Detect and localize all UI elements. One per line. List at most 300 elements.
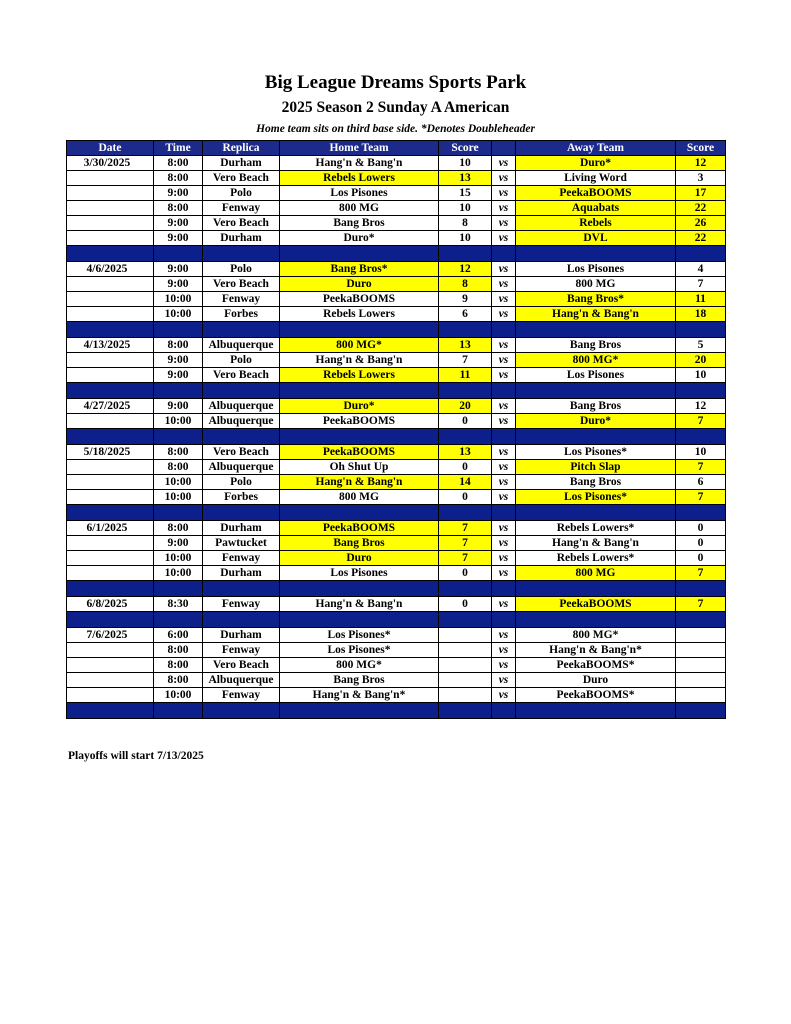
away-team: Los Pisones <box>516 368 676 383</box>
game-replica: Fenway <box>203 597 280 612</box>
game-time: 8:00 <box>154 658 203 673</box>
away-team: PeekaBOOMS* <box>516 688 676 703</box>
game-row <box>67 368 726 383</box>
game-date <box>67 460 154 475</box>
away-team: Rebels Lowers* <box>516 521 676 536</box>
home-team: Duro* <box>280 231 439 246</box>
separator-cell <box>67 429 154 445</box>
game-time: 8:00 <box>154 445 203 460</box>
home-team: Hang'n & Bang'n <box>280 156 439 171</box>
separator-cell <box>203 383 280 399</box>
game-date <box>67 688 154 703</box>
game-time: 8:00 <box>154 460 203 475</box>
home-team: PeekaBOOMS <box>280 521 439 536</box>
vs-label: vs <box>492 338 516 353</box>
vs-label: vs <box>492 216 516 231</box>
game-row <box>67 643 726 658</box>
separator-cell <box>676 581 726 597</box>
game-time: 9:00 <box>154 277 203 292</box>
home-score: 13 <box>439 338 492 353</box>
game-replica: Forbes <box>203 307 280 322</box>
game-replica: Albuquerque <box>203 460 280 475</box>
separator-cell <box>492 612 516 628</box>
away-score <box>676 628 726 643</box>
home-team: Rebels Lowers <box>280 171 439 186</box>
home-score: 7 <box>439 551 492 566</box>
away-team: Duro <box>516 673 676 688</box>
away-team: Duro* <box>516 414 676 429</box>
vs-label: vs <box>492 262 516 277</box>
away-team: Hang'n & Bang'n <box>516 536 676 551</box>
separator-cell <box>676 246 726 262</box>
home-score: 20 <box>439 399 492 414</box>
game-row <box>67 156 726 171</box>
separator-cell <box>203 703 280 719</box>
game-time: 10:00 <box>154 490 203 505</box>
header-row <box>67 141 726 156</box>
separator-cell <box>154 429 203 445</box>
separator-cell <box>492 246 516 262</box>
separator-cell <box>280 581 439 597</box>
game-row <box>67 414 726 429</box>
game-date: 4/6/2025 <box>67 262 154 277</box>
vs-label: vs <box>492 490 516 505</box>
home-score: 10 <box>439 231 492 246</box>
home-score <box>439 688 492 703</box>
away-team: Hang'n & Bang'n* <box>516 643 676 658</box>
separator-cell <box>154 703 203 719</box>
game-row <box>67 338 726 353</box>
game-row <box>67 201 726 216</box>
game-date <box>67 673 154 688</box>
game-replica: Fenway <box>203 551 280 566</box>
away-score: 17 <box>676 186 726 201</box>
separator-cell <box>154 581 203 597</box>
separator-cell <box>439 246 492 262</box>
game-date: 7/6/2025 <box>67 628 154 643</box>
separator-cell <box>492 703 516 719</box>
separator-cell <box>203 581 280 597</box>
vs-label: vs <box>492 171 516 186</box>
away-team: Bang Bros* <box>516 292 676 307</box>
vs-label: vs <box>492 688 516 703</box>
away-score: 0 <box>676 536 726 551</box>
game-time: 9:00 <box>154 368 203 383</box>
home-team: 800 MG* <box>280 338 439 353</box>
game-row <box>67 658 726 673</box>
game-row <box>67 399 726 414</box>
away-team: DVL <box>516 231 676 246</box>
game-time: 8:00 <box>154 521 203 536</box>
separator-cell <box>439 612 492 628</box>
home-team: Duro* <box>280 399 439 414</box>
separator-cell <box>676 322 726 338</box>
game-time: 8:00 <box>154 171 203 186</box>
separator-cell <box>516 246 676 262</box>
game-replica: Polo <box>203 475 280 490</box>
home-score: 14 <box>439 475 492 490</box>
separator-cell <box>67 612 154 628</box>
game-date: 4/13/2025 <box>67 338 154 353</box>
game-row <box>67 536 726 551</box>
week-separator <box>67 429 726 445</box>
separator-cell <box>203 322 280 338</box>
away-score: 7 <box>676 414 726 429</box>
home-score: 7 <box>439 536 492 551</box>
home-score: 13 <box>439 171 492 186</box>
game-replica: Durham <box>203 566 280 581</box>
vs-label: vs <box>492 566 516 581</box>
week-separator <box>67 505 726 521</box>
game-date <box>67 216 154 231</box>
game-date <box>67 292 154 307</box>
separator-cell <box>439 703 492 719</box>
game-date <box>67 643 154 658</box>
separator-cell <box>203 246 280 262</box>
page-title: Big League Dreams Sports Park <box>264 72 527 93</box>
vs-label: vs <box>492 460 516 475</box>
away-team: Bang Bros <box>516 399 676 414</box>
vs-label: vs <box>492 521 516 536</box>
game-date <box>67 353 154 368</box>
away-score: 7 <box>676 490 726 505</box>
home-score: 0 <box>439 490 492 505</box>
separator-cell <box>516 383 676 399</box>
game-row <box>67 551 726 566</box>
game-row <box>67 292 726 307</box>
home-team: Duro <box>280 277 439 292</box>
week-separator <box>67 383 726 399</box>
game-date <box>67 490 154 505</box>
game-date <box>67 475 154 490</box>
away-score: 0 <box>676 521 726 536</box>
away-score: 0 <box>676 551 726 566</box>
separator-cell <box>280 612 439 628</box>
header-home-score: Score <box>439 141 492 156</box>
home-team: Hang'n & Bang'n <box>280 475 439 490</box>
game-date: 6/8/2025 <box>67 597 154 612</box>
game-time: 10:00 <box>154 475 203 490</box>
home-team: PeekaBOOMS <box>280 414 439 429</box>
game-time: 8:00 <box>154 156 203 171</box>
header-away-team: Away Team <box>516 141 676 156</box>
home-team: Hang'n & Bang'n* <box>280 688 439 703</box>
home-team: Bang Bros <box>280 536 439 551</box>
separator-cell <box>676 383 726 399</box>
separator-cell <box>154 612 203 628</box>
game-row <box>67 171 726 186</box>
home-score: 7 <box>439 521 492 536</box>
game-replica: Pawtucket <box>203 536 280 551</box>
home-score: 0 <box>439 597 492 612</box>
separator-cell <box>67 322 154 338</box>
away-score: 7 <box>676 597 726 612</box>
game-time: 9:00 <box>154 262 203 277</box>
game-date <box>67 551 154 566</box>
away-team: Rebels Lowers* <box>516 551 676 566</box>
separator-cell <box>676 703 726 719</box>
game-replica: Albuquerque <box>203 399 280 414</box>
home-team: 800 MG* <box>280 658 439 673</box>
game-time: 9:00 <box>154 536 203 551</box>
away-team: Pitch Slap <box>516 460 676 475</box>
vs-label: vs <box>492 353 516 368</box>
away-score: 4 <box>676 262 726 277</box>
separator-cell <box>492 429 516 445</box>
game-replica: Albuquerque <box>203 338 280 353</box>
game-replica: Vero Beach <box>203 445 280 460</box>
game-row <box>67 277 726 292</box>
away-score: 12 <box>676 399 726 414</box>
game-row <box>67 566 726 581</box>
game-replica: Vero Beach <box>203 277 280 292</box>
separator-cell <box>280 246 439 262</box>
away-team: Bang Bros <box>516 475 676 490</box>
away-score: 26 <box>676 216 726 231</box>
game-time: 9:00 <box>154 186 203 201</box>
separator-cell <box>516 505 676 521</box>
game-date <box>67 658 154 673</box>
game-replica: Durham <box>203 521 280 536</box>
separator-cell <box>516 703 676 719</box>
away-score: 12 <box>676 156 726 171</box>
game-date: 5/18/2025 <box>67 445 154 460</box>
week-separator <box>67 703 726 719</box>
separator-cell <box>67 581 154 597</box>
away-score: 10 <box>676 445 726 460</box>
separator-cell <box>154 246 203 262</box>
game-replica: Vero Beach <box>203 658 280 673</box>
home-team: Hang'n & Bang'n <box>280 353 439 368</box>
vs-label: vs <box>492 673 516 688</box>
week-separator <box>67 581 726 597</box>
vs-label: vs <box>492 156 516 171</box>
home-score: 9 <box>439 292 492 307</box>
schedule-body <box>67 156 726 719</box>
game-row <box>67 475 726 490</box>
home-team: Bang Bros* <box>280 262 439 277</box>
vs-label: vs <box>492 292 516 307</box>
away-score: 20 <box>676 353 726 368</box>
away-team: Bang Bros <box>516 338 676 353</box>
separator-cell <box>154 505 203 521</box>
vs-label: vs <box>492 399 516 414</box>
away-score <box>676 643 726 658</box>
home-score <box>439 658 492 673</box>
home-team: PeekaBOOMS <box>280 445 439 460</box>
game-time: 9:00 <box>154 353 203 368</box>
game-replica: Vero Beach <box>203 216 280 231</box>
separator-cell <box>67 246 154 262</box>
home-score: 12 <box>439 262 492 277</box>
vs-label: vs <box>492 201 516 216</box>
away-team: Aquabats <box>516 201 676 216</box>
game-row <box>67 490 726 505</box>
game-replica: Vero Beach <box>203 171 280 186</box>
header-vs <box>492 141 516 156</box>
header-home-team: Home Team <box>280 141 439 156</box>
game-time: 8:00 <box>154 643 203 658</box>
home-score: 0 <box>439 566 492 581</box>
game-date <box>67 566 154 581</box>
game-time: 10:00 <box>154 307 203 322</box>
week-separator <box>67 322 726 338</box>
home-team: Rebels Lowers <box>280 368 439 383</box>
separator-cell <box>492 322 516 338</box>
game-row <box>67 307 726 322</box>
home-team: Los Pisones* <box>280 628 439 643</box>
vs-label: vs <box>492 414 516 429</box>
game-row <box>67 186 726 201</box>
game-replica: Polo <box>203 186 280 201</box>
vs-label: vs <box>492 231 516 246</box>
home-score: 11 <box>439 368 492 383</box>
away-team: PeekaBOOMS <box>516 186 676 201</box>
home-team: 800 MG <box>280 490 439 505</box>
away-score: 11 <box>676 292 726 307</box>
game-date <box>67 307 154 322</box>
game-row <box>67 445 726 460</box>
game-replica: Albuquerque <box>203 414 280 429</box>
game-date <box>67 536 154 551</box>
schedule-table <box>66 140 726 719</box>
game-replica: Vero Beach <box>203 368 280 383</box>
game-time: 8:30 <box>154 597 203 612</box>
separator-cell <box>492 505 516 521</box>
separator-cell <box>676 612 726 628</box>
separator-cell <box>203 429 280 445</box>
game-replica: Polo <box>203 353 280 368</box>
separator-cell <box>67 383 154 399</box>
game-time: 8:00 <box>154 201 203 216</box>
vs-label: vs <box>492 597 516 612</box>
game-date <box>67 201 154 216</box>
game-replica: Fenway <box>203 643 280 658</box>
game-row <box>67 673 726 688</box>
away-team: Los Pisones* <box>516 490 676 505</box>
home-team: PeekaBOOMS <box>280 292 439 307</box>
home-score: 8 <box>439 277 492 292</box>
home-team: Hang'n & Bang'n <box>280 597 439 612</box>
game-row <box>67 521 726 536</box>
separator-cell <box>203 612 280 628</box>
playoffs-note: Playoffs will start 7/13/2025 <box>68 750 204 762</box>
vs-label: vs <box>492 658 516 673</box>
game-time: 10:00 <box>154 688 203 703</box>
separator-cell <box>203 505 280 521</box>
vs-label: vs <box>492 628 516 643</box>
home-score: 0 <box>439 414 492 429</box>
separator-cell <box>67 703 154 719</box>
away-score: 6 <box>676 475 726 490</box>
away-score <box>676 658 726 673</box>
game-row <box>67 262 726 277</box>
home-team: Los Pisones <box>280 186 439 201</box>
away-team: Duro* <box>516 156 676 171</box>
game-replica: Fenway <box>203 688 280 703</box>
home-score: 6 <box>439 307 492 322</box>
vs-label: vs <box>492 445 516 460</box>
separator-cell <box>280 383 439 399</box>
separator-cell <box>516 322 676 338</box>
away-team: 800 MG* <box>516 628 676 643</box>
home-score: 0 <box>439 460 492 475</box>
game-time: 6:00 <box>154 628 203 643</box>
header-away-score: Score <box>676 141 726 156</box>
home-score: 8 <box>439 216 492 231</box>
away-team: Rebels <box>516 216 676 231</box>
separator-cell <box>67 505 154 521</box>
schedule-note: Home team sits on third base side. *Denotes Doubleheader <box>256 123 535 135</box>
game-date <box>67 171 154 186</box>
away-score <box>676 688 726 703</box>
away-team: 800 MG* <box>516 353 676 368</box>
home-score: 15 <box>439 186 492 201</box>
separator-cell <box>516 429 676 445</box>
away-score: 18 <box>676 307 726 322</box>
separator-cell <box>516 612 676 628</box>
away-team: 800 MG <box>516 277 676 292</box>
game-time: 9:00 <box>154 399 203 414</box>
game-replica: Polo <box>203 262 280 277</box>
vs-label: vs <box>492 536 516 551</box>
separator-cell <box>439 383 492 399</box>
game-time: 10:00 <box>154 414 203 429</box>
vs-label: vs <box>492 368 516 383</box>
separator-cell <box>439 429 492 445</box>
home-score: 10 <box>439 156 492 171</box>
game-date <box>67 186 154 201</box>
home-score: 10 <box>439 201 492 216</box>
game-row <box>67 628 726 643</box>
away-score <box>676 673 726 688</box>
separator-cell <box>439 581 492 597</box>
away-team: Hang'n & Bang'n <box>516 307 676 322</box>
home-score <box>439 673 492 688</box>
away-team: Los Pisones <box>516 262 676 277</box>
away-team: Living Word <box>516 171 676 186</box>
home-team: Oh Shut Up <box>280 460 439 475</box>
separator-cell <box>676 429 726 445</box>
week-separator <box>67 246 726 262</box>
game-row <box>67 688 726 703</box>
home-score: 13 <box>439 445 492 460</box>
separator-cell <box>280 322 439 338</box>
vs-label: vs <box>492 551 516 566</box>
away-team: 800 MG <box>516 566 676 581</box>
separator-cell <box>280 505 439 521</box>
away-score: 7 <box>676 460 726 475</box>
separator-cell <box>492 383 516 399</box>
home-score <box>439 643 492 658</box>
separator-cell <box>439 505 492 521</box>
home-team: Los Pisones* <box>280 643 439 658</box>
game-replica: Albuquerque <box>203 673 280 688</box>
away-score: 5 <box>676 338 726 353</box>
game-date: 6/1/2025 <box>67 521 154 536</box>
home-team: Bang Bros <box>280 673 439 688</box>
game-replica: Fenway <box>203 292 280 307</box>
game-date <box>67 277 154 292</box>
page-subtitle: 2025 Season 2 Sunday A American <box>281 99 510 116</box>
separator-cell <box>154 322 203 338</box>
header-date: Date <box>67 141 154 156</box>
game-time: 9:00 <box>154 231 203 246</box>
separator-cell <box>154 383 203 399</box>
home-team: 800 MG <box>280 201 439 216</box>
home-team: Bang Bros <box>280 216 439 231</box>
separator-cell <box>676 505 726 521</box>
